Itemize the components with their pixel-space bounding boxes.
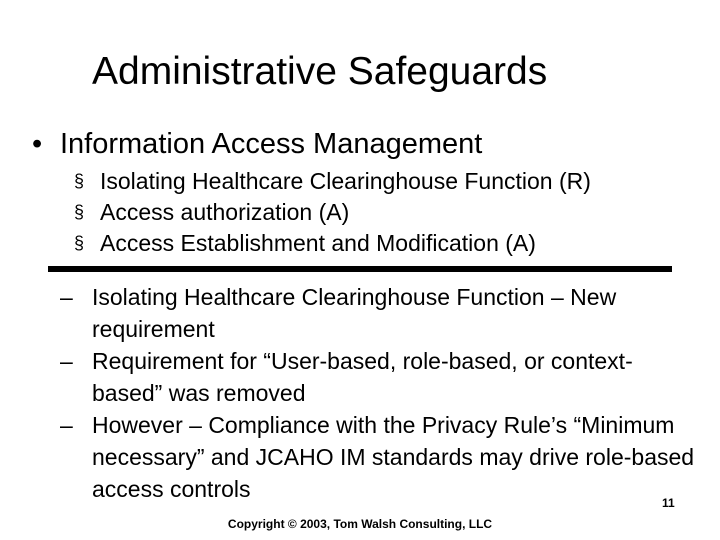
note-item (60, 409, 700, 505)
note-text: Isolating Healthcare Clearinghouse Function – New requirement (92, 284, 617, 342)
dash-marker: – (60, 284, 73, 310)
sub-bullet-list (74, 166, 591, 259)
note-text: However – Compliance with the Privacy Rule’s “Minimum necessary” and JCAHO IM standards may drive role-based access controls (92, 412, 695, 502)
main-bullet-text: Information Access Management (60, 128, 483, 160)
section-marker-icon: § (74, 233, 85, 253)
bullet-dot: • (32, 128, 43, 160)
section-marker-icon: § (74, 202, 85, 222)
sub-bullet-text: Access Establishment and Modification (A) (100, 230, 536, 256)
sub-bullet-text: Access authorization (A) (100, 199, 350, 225)
divider-bar (48, 266, 672, 272)
notes-list (60, 281, 700, 505)
note-item (60, 281, 700, 345)
dash-marker: – (60, 348, 73, 374)
sub-bullet-text: Isolating Healthcare Clearinghouse Function (R) (100, 168, 591, 194)
main-bullet (32, 126, 482, 162)
note-text: Requirement for “User-based, role-based, or context-based” was removed (92, 348, 633, 406)
page-number: 11 (662, 496, 675, 510)
sub-bullet-item (74, 166, 591, 197)
sub-bullet-item (74, 228, 591, 259)
section-marker-icon: § (74, 171, 85, 191)
sub-bullet-item (74, 197, 591, 228)
copyright-footer: Copyright © 2003, Tom Walsh Consulting, LLC (227, 517, 493, 531)
note-item (60, 345, 700, 409)
slide-title: Administrative Safeguards (92, 50, 548, 93)
dash-marker: – (60, 412, 73, 438)
